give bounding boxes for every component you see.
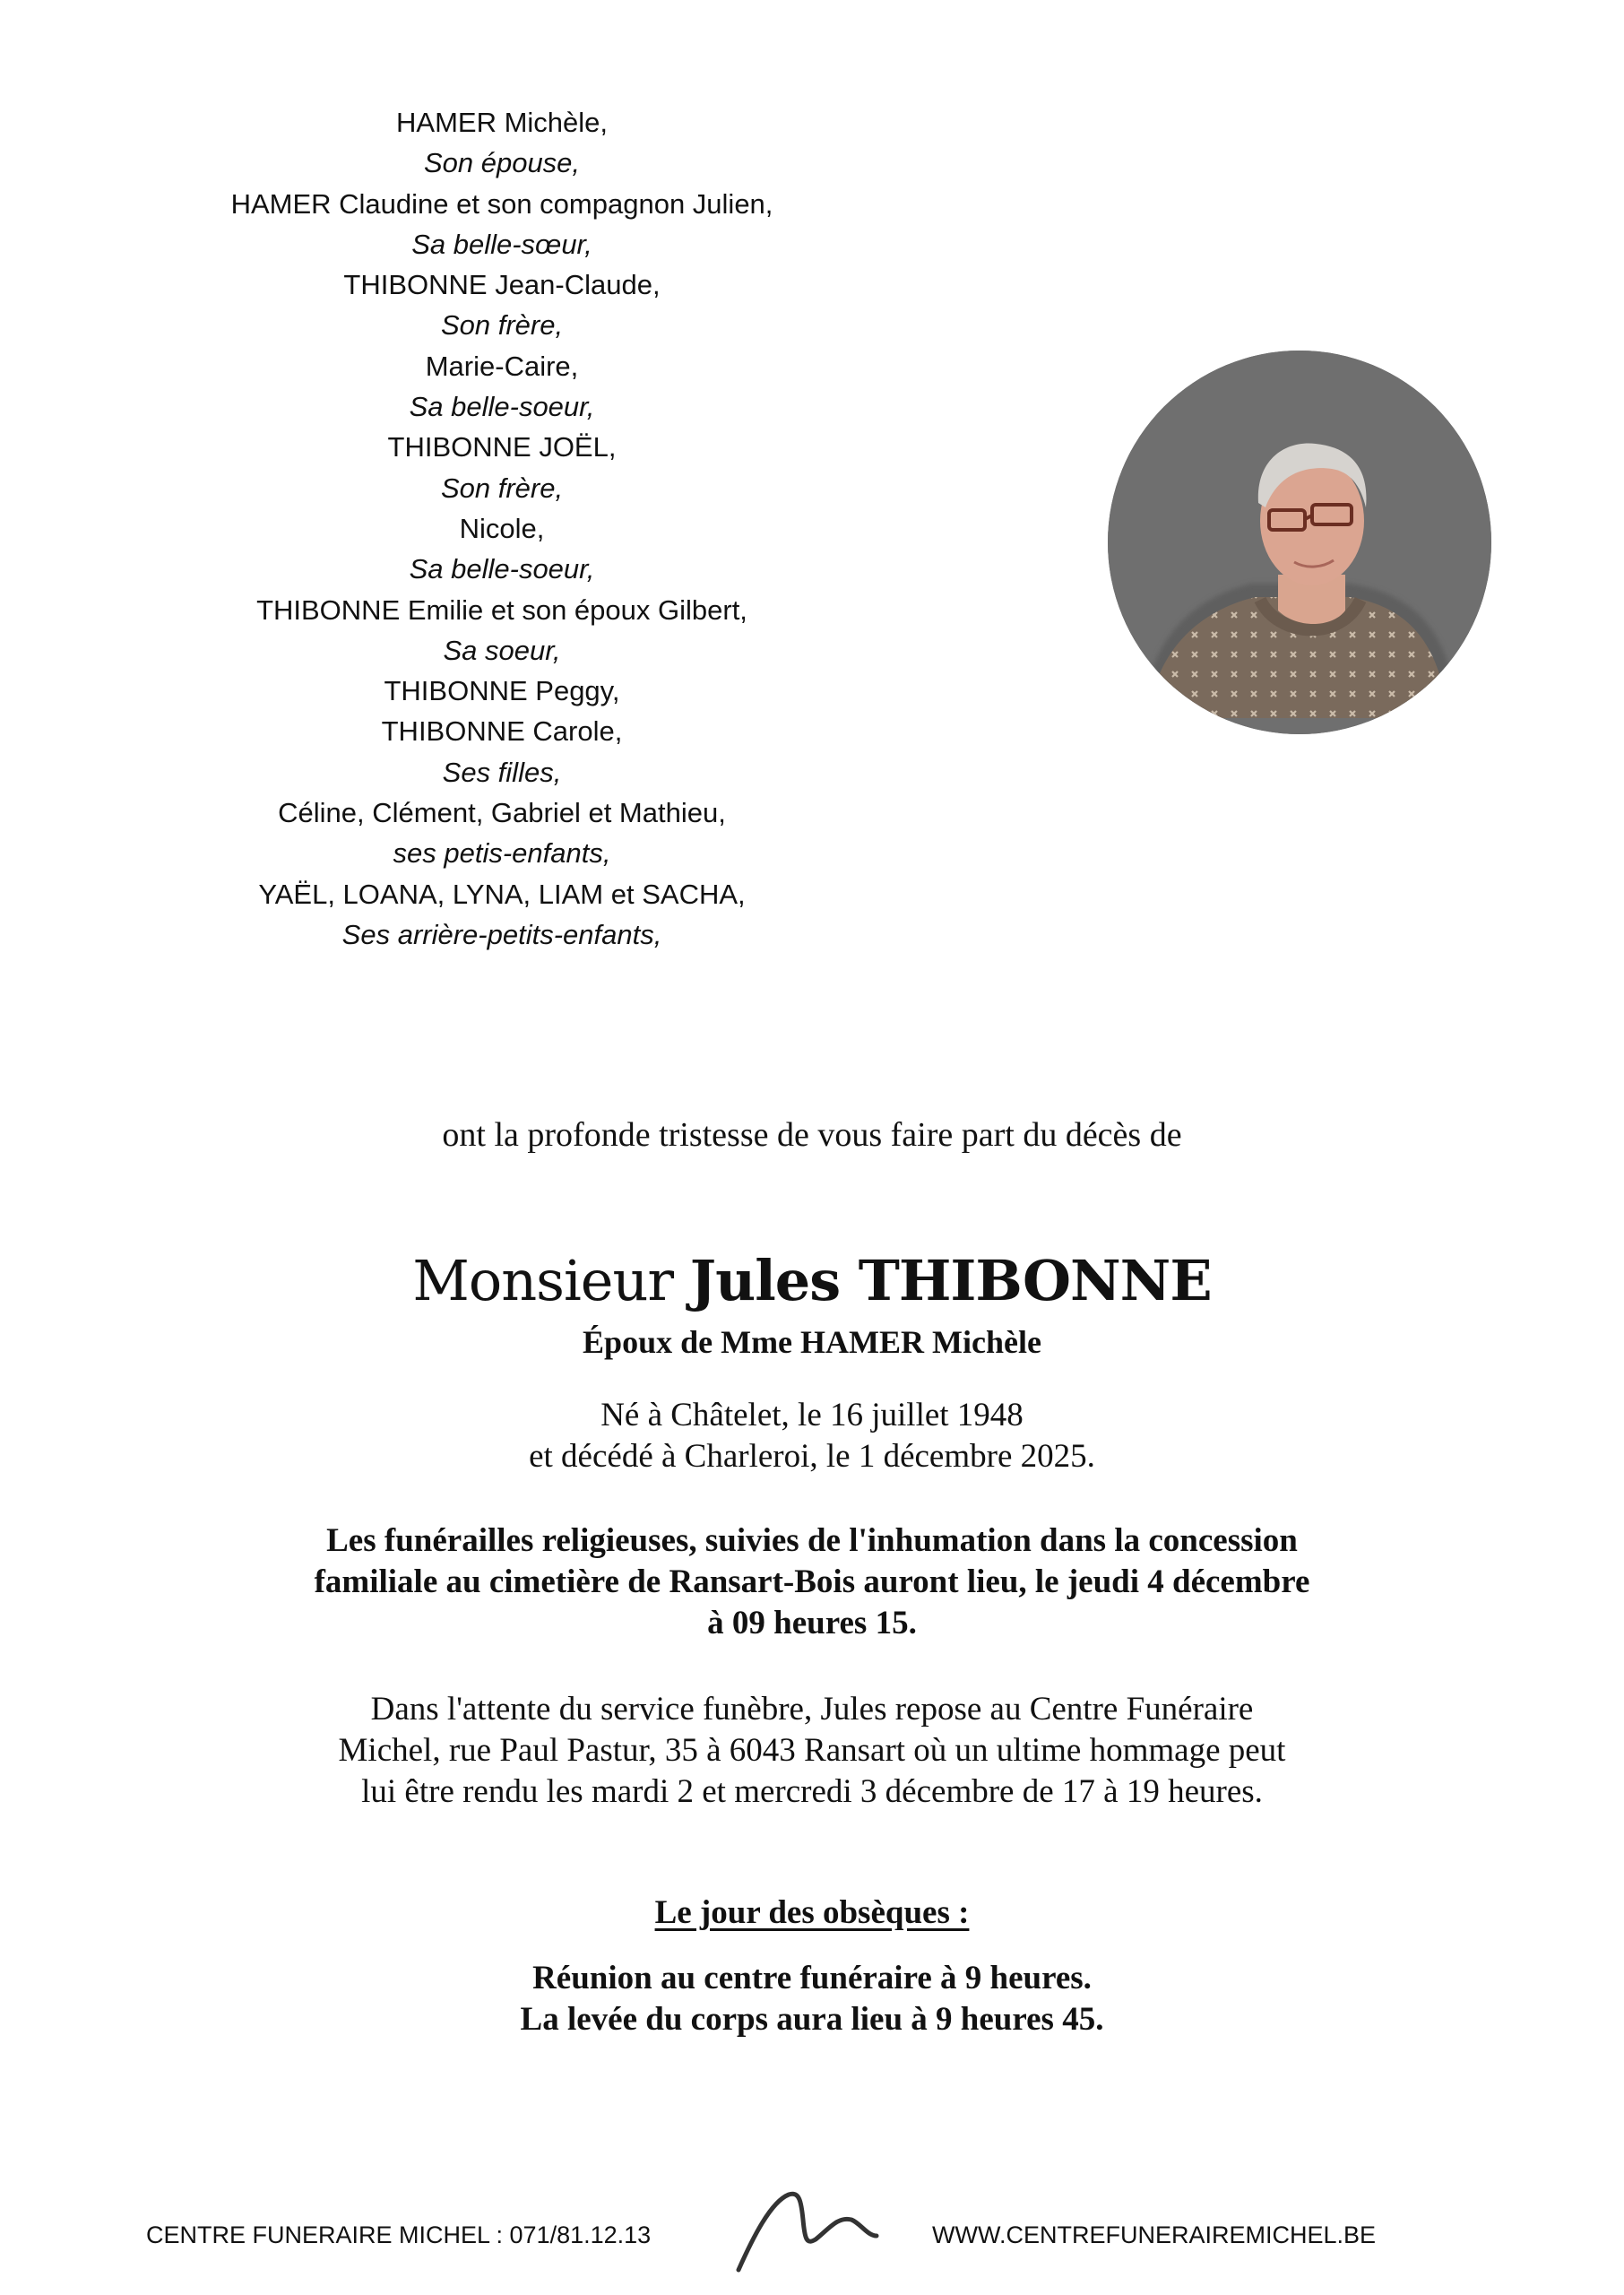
funeral-day-title-text: Le jour des obsèques : [654,1894,970,1931]
deceased-name: Jules THIBONNE [689,1248,1212,1313]
deceased-honorific: Monsieur [412,1248,674,1313]
intro-text: ont la profonde tristesse de vous faire part du décès de [442,1116,1182,1154]
family-name: Céline, Clément, Gabriel et Mathieu, [278,797,726,829]
footer-contact: CENTRE FUNERAIRE MICHEL : 071/81.12.13 [146,2221,652,2248]
family-relation: Ses arrière-petits-enfants, [341,918,662,950]
dates-block [0,1395,1624,1477]
funeral-details [197,1520,1427,1644]
family-relation: ses petis-enfants, [393,837,611,870]
portrait-photo [1108,351,1491,734]
footer-website[interactable]: WWW.CENTREFUNERAIREMICHEL.BE [932,2221,1377,2248]
deceased-name-heading [0,1248,1624,1313]
family-name: YAËL, LOANA, LYNA, LIAM et SACHA, [258,878,746,910]
family-relation: Ses filles, [442,756,562,788]
family-relation: Sa soeur, [443,634,561,666]
family-relation: Son épouse, [423,147,581,179]
death-line: et décédé à Charleroi, le 1 décembre 2025. [529,1438,1095,1475]
family-relation: Sa belle-sœur, [411,228,592,260]
family-name: HAMER Claudine et son compagnon Julien, [230,187,773,220]
visitation-line: Dans l'attente du service funèbre, Jules repose au Centre Funéraire [370,1691,1254,1728]
funeral-day-schedule [0,1958,1624,2040]
schedule-line: La levée du corps aura lieu à 9 heures 45. [520,2001,1104,2038]
visitation-line: Michel, rue Paul Pastur, 35 à 6043 Ransart où un ultime hommage peut [338,1732,1286,1769]
family-name: THIBONNE Jean-Claude, [343,269,661,301]
funeral-line: familiale au cimetière de Ransart-Bois auront lieu, le jeudi 4 décembre [314,1563,1310,1600]
visitation-details [197,1689,1427,1813]
funeral-line: Les funérailles religieuses, suivies de l'inhumation dans la concession [326,1522,1298,1559]
family-name: Nicole, [459,512,545,544]
family-name: HAMER Michèle, [396,107,608,138]
family-relation: Sa belle-soeur, [409,391,595,423]
funeral-day-title [0,1893,1624,1932]
family-name: Marie-Caire, [425,350,579,382]
spouse-line: Époux de Mme HAMER Michèle [583,1324,1041,1360]
schedule-line: Réunion au centre funéraire à 9 heures. [532,1960,1092,1996]
family-relation: Sa belle-soeur, [409,553,595,585]
birth-line: Né à Châtelet, le 16 juillet 1948 [600,1397,1024,1433]
family-name: THIBONNE Carole, [381,715,623,748]
family-name: THIBONNE JOËL, [387,431,617,463]
family-name: THIBONNE Emilie et son époux Gilbert, [256,593,747,626]
family-relation: Son frère, [440,309,564,342]
family-relation: Son frère, [440,472,564,504]
funeral-line: à 09 heures 15. [707,1605,917,1641]
family-name: THIBONNE Peggy, [384,675,620,707]
signature-m-logo-icon [726,2184,887,2277]
visitation-line: lui être rendu les mardi 2 et mercredi 3 décembre de 17 à 19 heures. [361,1773,1263,1810]
family-list [143,102,860,955]
portrait-icon [1108,351,1491,734]
